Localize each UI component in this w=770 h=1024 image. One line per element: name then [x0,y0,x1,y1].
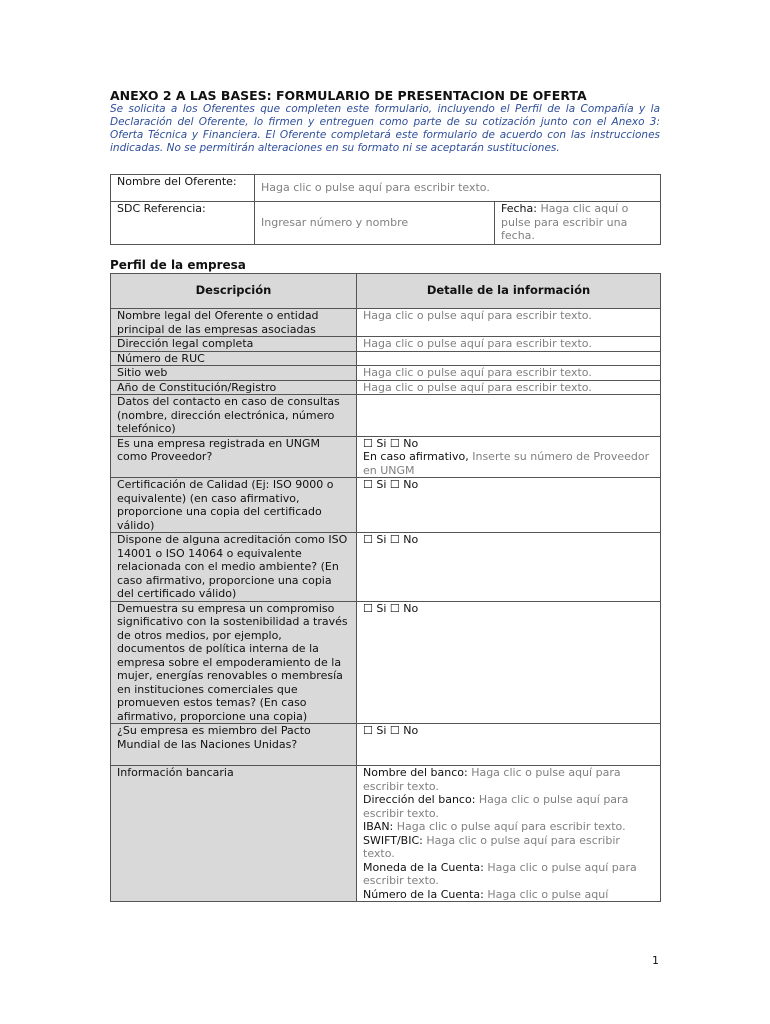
table-row [111,351,661,366]
sdc-reference-label: SDC Referencia: [111,202,255,245]
global-compact-checkbox[interactable]: ☐ Si ☐ No [357,724,661,766]
bidder-name-field[interactable]: Haga clic o pulse aquí para escribir texto. [255,175,661,202]
table-row [111,337,661,352]
bank-name-field[interactable]: Haga clic o pulse aquí para escribir texto. [363,766,621,793]
row-description: Dispone de alguna acreditación como ISO 14001 o ISO 14064 o equivalente relacionada con el medio ambiente? (En caso afirmativo, proporcione una copia del certificado válido) [111,533,357,602]
table-row [111,395,661,437]
section-title: Perfil de la empresa [110,258,246,272]
ungm-number-field[interactable]: Inserte su número de Proveedor en UNGM [363,450,650,477]
bidder-table [110,174,661,245]
row-description: Número de RUC [111,351,357,366]
ruc-field[interactable] [357,351,661,366]
iban-field[interactable]: Haga clic o pulse aquí para escribir texto. [396,820,626,833]
bank-address-label: Dirección del banco: [363,793,476,806]
row-description: Año de Constitución/Registro [111,380,357,395]
currency-field[interactable]: Haga clic o pulse aquí para escribir texto. [363,860,637,887]
table-row [111,766,661,902]
account-number-field[interactable]: Haga clic o pulse aquí [487,887,609,901]
row-description: Nombre legal del Oferente o entidad principal de las empresas asociadas [111,309,357,337]
table-row [111,309,661,337]
row-description: Dirección legal completa [111,337,357,352]
table-row [111,478,661,533]
bank-name-label: Nombre del banco: [363,766,468,779]
row-description: Certificación de Calidad (Ej: ISO 9000 o equivalente) (en caso afirmativo, proporcione una copia del certificado válido) [111,478,357,533]
date-cell [495,202,661,245]
company-profile-table [110,273,661,902]
swift-field[interactable]: Haga clic o pulse aquí para escribir texto. [363,833,620,860]
sustainability-checkbox[interactable]: ☐ Si ☐ No [357,601,661,724]
table-row [111,724,661,766]
date-label: Fecha: [501,202,537,215]
legal-address-field[interactable]: Haga clic o pulse aquí para escribir texto. [357,337,661,352]
table-row [111,533,661,602]
sdc-reference-field[interactable]: Ingresar número y nombre [255,202,495,245]
contact-field[interactable] [357,395,661,437]
col-description-header: Descripción [111,274,357,309]
col-detail-header: Detalle de la información [357,274,661,309]
website-field[interactable]: Haga clic o pulse aquí para escribir texto. [357,366,661,381]
ungm-checkbox[interactable]: ☐ Si ☐ No [363,436,419,450]
account-number-label: Número de la Cuenta: [363,887,484,901]
bidder-name-label: Nombre del Oferente: [111,175,255,202]
iban-label: IBAN: [363,820,394,833]
registration-year-field[interactable]: Haga clic o pulse aquí para escribir texto. [357,380,661,395]
date-field[interactable]: Haga clic aquí o pulse para escribir una fecha. [501,202,629,242]
row-description: Sitio web [111,366,357,381]
bank-address-field[interactable]: Haga clic o pulse aquí para escribir texto. [363,793,629,820]
iso14001-checkbox[interactable]: ☐ Si ☐ No [357,533,661,602]
ungm-extra-label: En caso afirmativo, [363,450,469,463]
intro-text: Se solicita a los Oferentes que completen este formulario, incluyendo el Perfil de la Compañía y la Declaración del Oferente, lo firmen y entreguen como parte de su cotización junto con el Anexo 3: Oferta Técnica y Financiera. El Oferente completará este formulario de acuerdo con las instrucciones indicadas. No se permitirán alteraciones en su formato ni se aceptarán sustituciones. [110,103,660,154]
table-row [111,436,661,478]
row-description: Datos del contacto en caso de consultas (nombre, dirección electrónica, número telefónico) [111,395,357,437]
page-title: ANEXO 2 A LAS BASES: FORMULARIO DE PRESENTACION DE OFERTA [110,88,587,103]
swift-label: SWIFT/BIC: [363,833,423,847]
row-description: Demuestra su empresa un compromiso significativo con la sostenibilidad a través de otros medios, por ejemplo, documentos de política interna de la empresa sobre el empoderamiento de la mujer, energías renovables o membresía en instituciones comerciales que promueven estos temas? (En caso afirmativo, proporcione una copia) [111,601,357,724]
bank-info-cell [357,766,661,902]
row-description: Información bancaria [111,766,357,902]
iso9000-checkbox[interactable]: ☐ Si ☐ No [357,478,661,533]
ungm-cell [357,436,661,478]
table-row [111,601,661,724]
legal-name-field[interactable]: Haga clic o pulse aquí para escribir texto. [357,309,661,337]
currency-label: Moneda de la Cuenta: [363,860,484,874]
form-page [110,88,660,902]
page-number: 1 [652,954,659,967]
table-row [111,366,661,381]
table-row [111,380,661,395]
row-description: Es una empresa registrada en UNGM como Proveedor? [111,436,357,478]
row-description: ¿Su empresa es miembro del Pacto Mundial de las Naciones Unidas? [111,724,357,766]
